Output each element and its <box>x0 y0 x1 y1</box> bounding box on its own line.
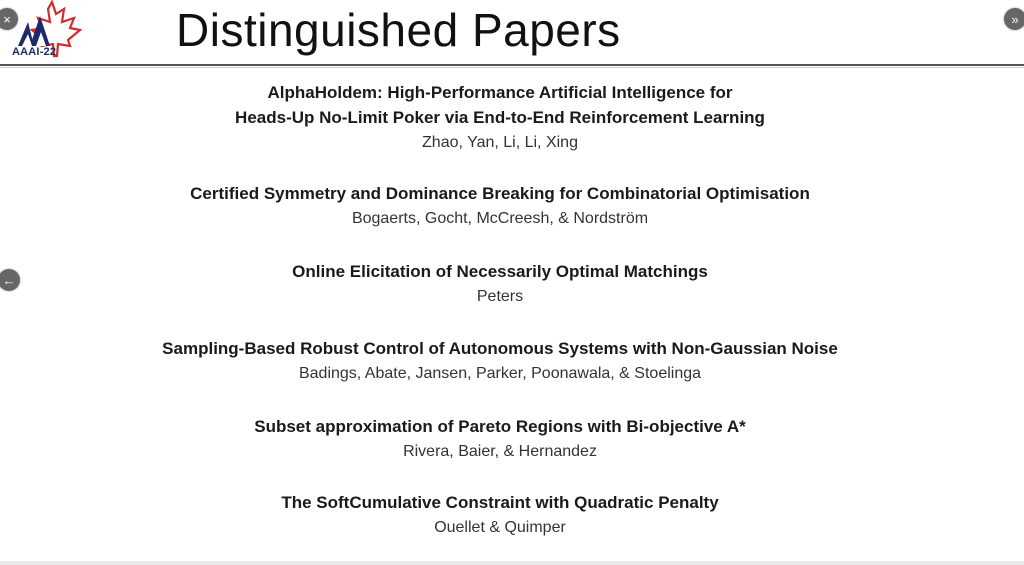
paper-title-line-2: Heads-Up No-Limit Poker via End-to-End Reinforcement Learning <box>235 108 765 127</box>
header-divider <box>0 64 1024 66</box>
paper-authors: Peters <box>476 288 524 305</box>
paper-title: Certified Symmetry and Dominance Breaking for Combinatorial Optimisation <box>190 184 810 203</box>
paper-title: Sampling-Based Robust Control of Autonomous Systems with Non-Gaussian Noise <box>162 339 838 358</box>
paper-authors: Bogaerts, Gocht, McCreesh, & Nordström <box>351 210 649 227</box>
header-divider-light <box>0 67 1024 68</box>
paper-authors: Badings, Abate, Jansen, Parker, Poonawala, & Stoelinga <box>298 365 702 382</box>
paper-title: Subset approximation of Pareto Regions with Bi-objective A* <box>254 417 746 436</box>
slide-header <box>0 0 1024 64</box>
chevron-double-right-icon: » <box>1011 11 1019 27</box>
close-icon: × <box>3 11 11 27</box>
paper-authors: Zhao, Yan, Li, Li, Xing <box>422 134 578 151</box>
paper-title: Online Elicitation of Necessarily Optimal Matchings <box>292 262 708 281</box>
paper-item <box>0 80 1000 156</box>
paper-item <box>0 490 1000 541</box>
bottom-border <box>0 561 1024 565</box>
paper-item <box>0 181 1000 232</box>
slide-title: Distinguished Papers <box>176 4 621 56</box>
paper-authors: Rivera, Baier, & Hernandez <box>403 443 597 460</box>
aaai-logo <box>4 0 90 62</box>
arrow-left-icon: ← <box>2 272 16 288</box>
paper-title: The SoftCumulative Constraint with Quadratic Penalty <box>281 493 719 512</box>
paper-item <box>0 259 1000 310</box>
paper-item <box>0 414 1000 465</box>
paper-authors: Ouellet & Quimper <box>434 519 566 536</box>
paper-title: AlphaHoldem: High-Performance Artificial Intelligence for <box>267 83 733 102</box>
logo-text: AAAI-22 <box>12 46 57 58</box>
next-slide-button[interactable] <box>1004 8 1024 30</box>
paper-item <box>0 336 1000 387</box>
